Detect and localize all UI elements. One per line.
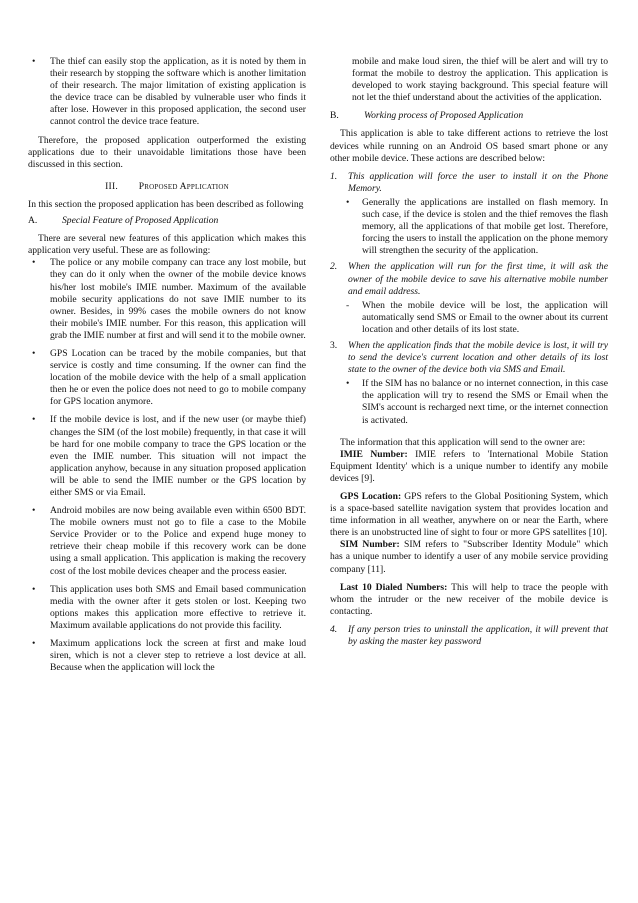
term-text: GPS refers to the Global Positioning System, which is a space-based satellite navigation system that provides location and time information in all weather, anywhere on or near the Earth, where there is an unobstructed line of sight to four or more GPS satellites [10]. [330,491,608,539]
bullet-text: This application uses both SMS and Email based communication media with the owner after it gets stolen or lost. Keeping two options makes this application more effective to retrieve it. Maximum available applications do not provide this facility. [50,583,306,631]
paragraph-info: The information that this application will send to the owner are: [340,436,586,448]
bullet-icon: • [346,378,350,390]
right-column [330,56,608,650]
list-item [28,348,306,408]
step-text: This application will force the user to install it on the Phone Memory. [348,170,608,194]
list-item [330,261,608,336]
paragraph-dialed [330,582,608,618]
process-step-list [330,171,608,427]
paragraph-process: This application is able to take different actions to retrieve the lost devices while running on an Android OS based smart phone or any other mobile device. These actions are described below: [330,128,608,164]
step-text: When the application finds that the mobile device is lost, it will try to send the device's current location and other details of its lost state to the owner of the device both via SMS and Email. [348,339,608,376]
continued-bullet-text: mobile and make loud siren, the thief will be alert and will try to format the mobile to destroy the application. This application is developed to work staying background. This special feature will not let the thief understand about the activities of the application. [352,56,608,104]
list-item [330,340,608,427]
step-detail: When the mobile device will be lost, the application will automatically send SMS or Email to the owner about its current location and other details of its lost state. [362,299,608,335]
bullet-icon: • [32,56,36,67]
list-item [330,300,608,336]
bullet-text: The police or any mobile company can trace any lost mobile, but they can do it only when the owner of the mobile device knows his/her lost mobile's IMIE number. Maximum of the available mobile security applications do not save IMIE number to its owner. Besides, in 99% cases the mobile owners do not know their mobile's IMIE number. For this reason, this application will grab the IMIE number at first and will send it to the mobile owner. [50,257,306,341]
list-item [28,257,306,342]
paragraph-imie [330,449,608,485]
list-item [28,584,306,632]
bullet-icon: • [32,638,36,650]
bullet-icon: • [346,196,350,208]
bullet-icon: • [32,414,36,426]
step-number: 4. [330,623,338,635]
list-item [28,505,306,578]
bullet-icon: • [32,583,36,595]
step-number: 2. [330,261,338,273]
bullet-text: If the mobile device is lost, and if the new user (or maybe thief) changes the SIM (of the lost mobile) frequently, in that case it will be hard for one mobile company to trace the GPS location or the even the IMIE number. This situation will not impact the application anyhow, because in any situation proposed application will be able to send the IMIE number or the GPS location by either SMS or via Email. [50,414,306,498]
bullet-icon: • [32,505,36,517]
section-title: Proposed Application [138,180,229,192]
bullet-text: The thief can easily stop the application, as it is noted by them in their research by stopping the software which is another limitation of their research. The major limitation of existing application is the device trace can be disabled by vulnerable user who finds it after lose. However in this proposed application, the second user cannot control the device trace feature. [50,56,306,128]
step-number: 1. [330,170,338,182]
subsection-heading-b [330,110,608,122]
paragraph-intro: In this section the proposed application has been described as following [28,198,304,210]
term-text: SIM refers to "Subscriber Identity Module" which has a unique number to identify a user of any mobile service providing company [11]. [330,539,608,575]
step-detail: If the SIM has no balance or no internet connection, in this case the application will try to resend the SMS or Email when the SIM's account is recharged next time, or the internet connection is activated. [362,378,608,426]
step-detail-list [330,300,608,336]
bullet-icon: • [32,257,36,269]
step-number: 3. [330,339,338,351]
list-item [330,171,608,258]
left-column [28,56,306,680]
list-item [330,624,608,648]
subsection-title: Working process of Proposed Application [364,110,524,122]
feature-list [28,257,306,674]
subsection-title: Special Feature of Proposed Application [62,215,219,227]
bullet-icon: • [32,347,36,359]
term-label: GPS Location: [340,491,402,502]
step-detail-list [330,378,608,426]
bullet-text: Android mobiles are now being available even within 6500 BDT. The mobile owners must not go to file a case to the Mobile Service Provider or to the Police and expend huge money to retrieve their cheap mobile if this recovery work can be done using a small application. This application is making the recovery cost of the lost mobile devices cheaper and the process easier. [50,505,306,577]
intro-bullet-list [28,56,306,129]
list-item [330,197,608,257]
paragraph-therefore: Therefore, the proposed application outperformed the existing applications due to their unavoidable limitations those have been discussed in this section. [28,134,306,170]
step-text: When the application will run for the first time, it will ask the owner of the mobile device to save his alternative mobile number and email address. [348,261,608,297]
term-text: This will help to trace the people with whom the intruder or the new receiver of the mobile device is contacting. [330,581,608,617]
step-text: If any person tries to uninstall the application, it will prevent that by asking the master key password [348,623,608,648]
term-label: IMIE Number: [340,448,408,460]
subsection-letter: A. [28,215,38,227]
step-detail: Generally the applications are installed on flash memory. In such case, if the device is stolen and the thief removes the flash memory, all the applications of that mobile get lost. Therefore, forcing the users to install the application on the phone memory will strengthen the security of the application. [362,196,608,257]
paragraph-sim [330,539,608,575]
term-label: SIM Number: [340,539,400,551]
subsection-heading-a [28,215,306,227]
section-heading [28,181,306,193]
section-number: III. [105,180,118,192]
paragraph-features: There are several new features of this application which makes this application very useful. These are as following: [28,233,306,257]
term-label: Last 10 Dialed Numbers: [340,581,448,593]
term-text: IMIE refers to 'International Mobile Station Equipment Identity' which is a unique number to identify any mobile devices [9]. [330,448,608,484]
step-detail-list [330,197,608,257]
bullet-text: Maximum applications lock the screen at first and make loud siren, which is not a clever step to retrieve a lost device at all. Because when the application will lock the [50,638,306,674]
list-item [28,56,306,129]
process-step-list-continued [330,624,608,648]
subsection-letter: B. [330,110,339,122]
paragraph-gps [330,491,608,539]
list-item [28,638,306,674]
bullet-text: GPS Location can be traced by the mobile companies, but that service is costly and time consuming. If the owner can find the location of the mobile device with the help of a small application then he or even the police does not need to go to mobile company for GPS location anymore. [50,347,306,408]
list-item [330,378,608,426]
list-item [28,414,306,499]
dash-icon: - [346,299,350,311]
